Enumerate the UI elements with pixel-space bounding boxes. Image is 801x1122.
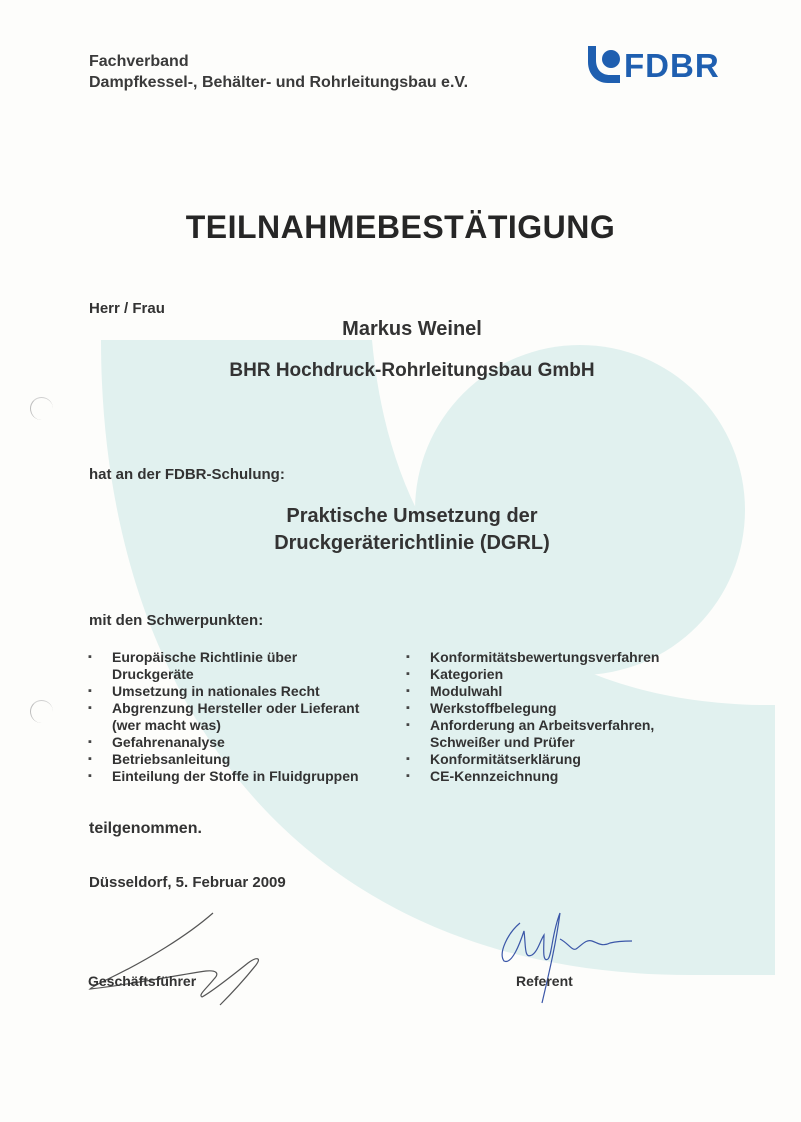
signature-right-label: Referent [516, 973, 573, 989]
list-item: ▪ Europäische Richtlinie über Druckgeräte [88, 649, 398, 683]
list-item: ▪ Modulwahl [406, 683, 706, 700]
list-item: ▪ Abgrenzung Hersteller oder Lieferant (wer macht was) [88, 700, 398, 734]
organization-line-1: Fachverband [89, 53, 189, 70]
signature-left [88, 905, 308, 1015]
list-item: ▪ CE-Kennzeichnung [406, 768, 706, 785]
document-title: TEILNAHMEBESTÄTIGUNG [185, 209, 616, 245]
focus-list-left [88, 649, 398, 785]
list-item: ▪ Werkstoffbelegung [406, 700, 706, 717]
salutation-label: Herr / Frau [89, 300, 165, 317]
list-item: ▪ Betriebsanleitung [88, 751, 398, 768]
place-date: Düsseldorf, 5. Februar 2009 [89, 874, 286, 891]
focus-list-right [406, 649, 706, 785]
signature-left-label: Geschäftsführer [88, 973, 197, 989]
list-item: ▪ Umsetzung in nationales Recht [88, 683, 398, 700]
fdbr-logo-icon [586, 44, 622, 84]
course-title-line-2: Druckgeräterichtlinie (DGRL) [274, 532, 550, 554]
list-item: ▪ Konformitätsbewertungsverfahren [406, 649, 706, 666]
company-name: BHR Hochdruck-Rohrleitungsbau GmbH [229, 360, 595, 381]
list-item: ▪ Konformitätserklärung [406, 751, 706, 768]
list-item: ▪ Gefahrenanalyse [88, 734, 398, 751]
organization-line-2: Dampfkessel-, Behälter- und Rohrleitungsbau e.V. [89, 74, 469, 91]
participant-name: Markus Weinel [342, 318, 482, 340]
list-item: ▪ Anforderung an Arbeitsverfahren, Schweißer und Prüfer [406, 717, 706, 751]
course-title [0, 503, 801, 557]
fdbr-logo-text: FDBR [624, 47, 720, 84]
punch-hole-bottom [30, 700, 53, 723]
completed-label: teilgenommen. [89, 820, 202, 837]
list-item: ▪ Einteilung der Stoffe in Fluidgruppen [88, 768, 398, 785]
punch-hole-top [30, 397, 53, 420]
fdbr-logo [586, 44, 736, 86]
organization-name [89, 51, 468, 93]
course-intro: hat an der FDBR-Schulung: [89, 466, 285, 483]
signature-right [490, 903, 640, 1013]
focus-intro: mit den Schwerpunkten: [89, 612, 264, 629]
list-item: ▪ Kategorien [406, 666, 706, 683]
course-title-line-1: Praktische Umsetzung der [286, 505, 538, 527]
